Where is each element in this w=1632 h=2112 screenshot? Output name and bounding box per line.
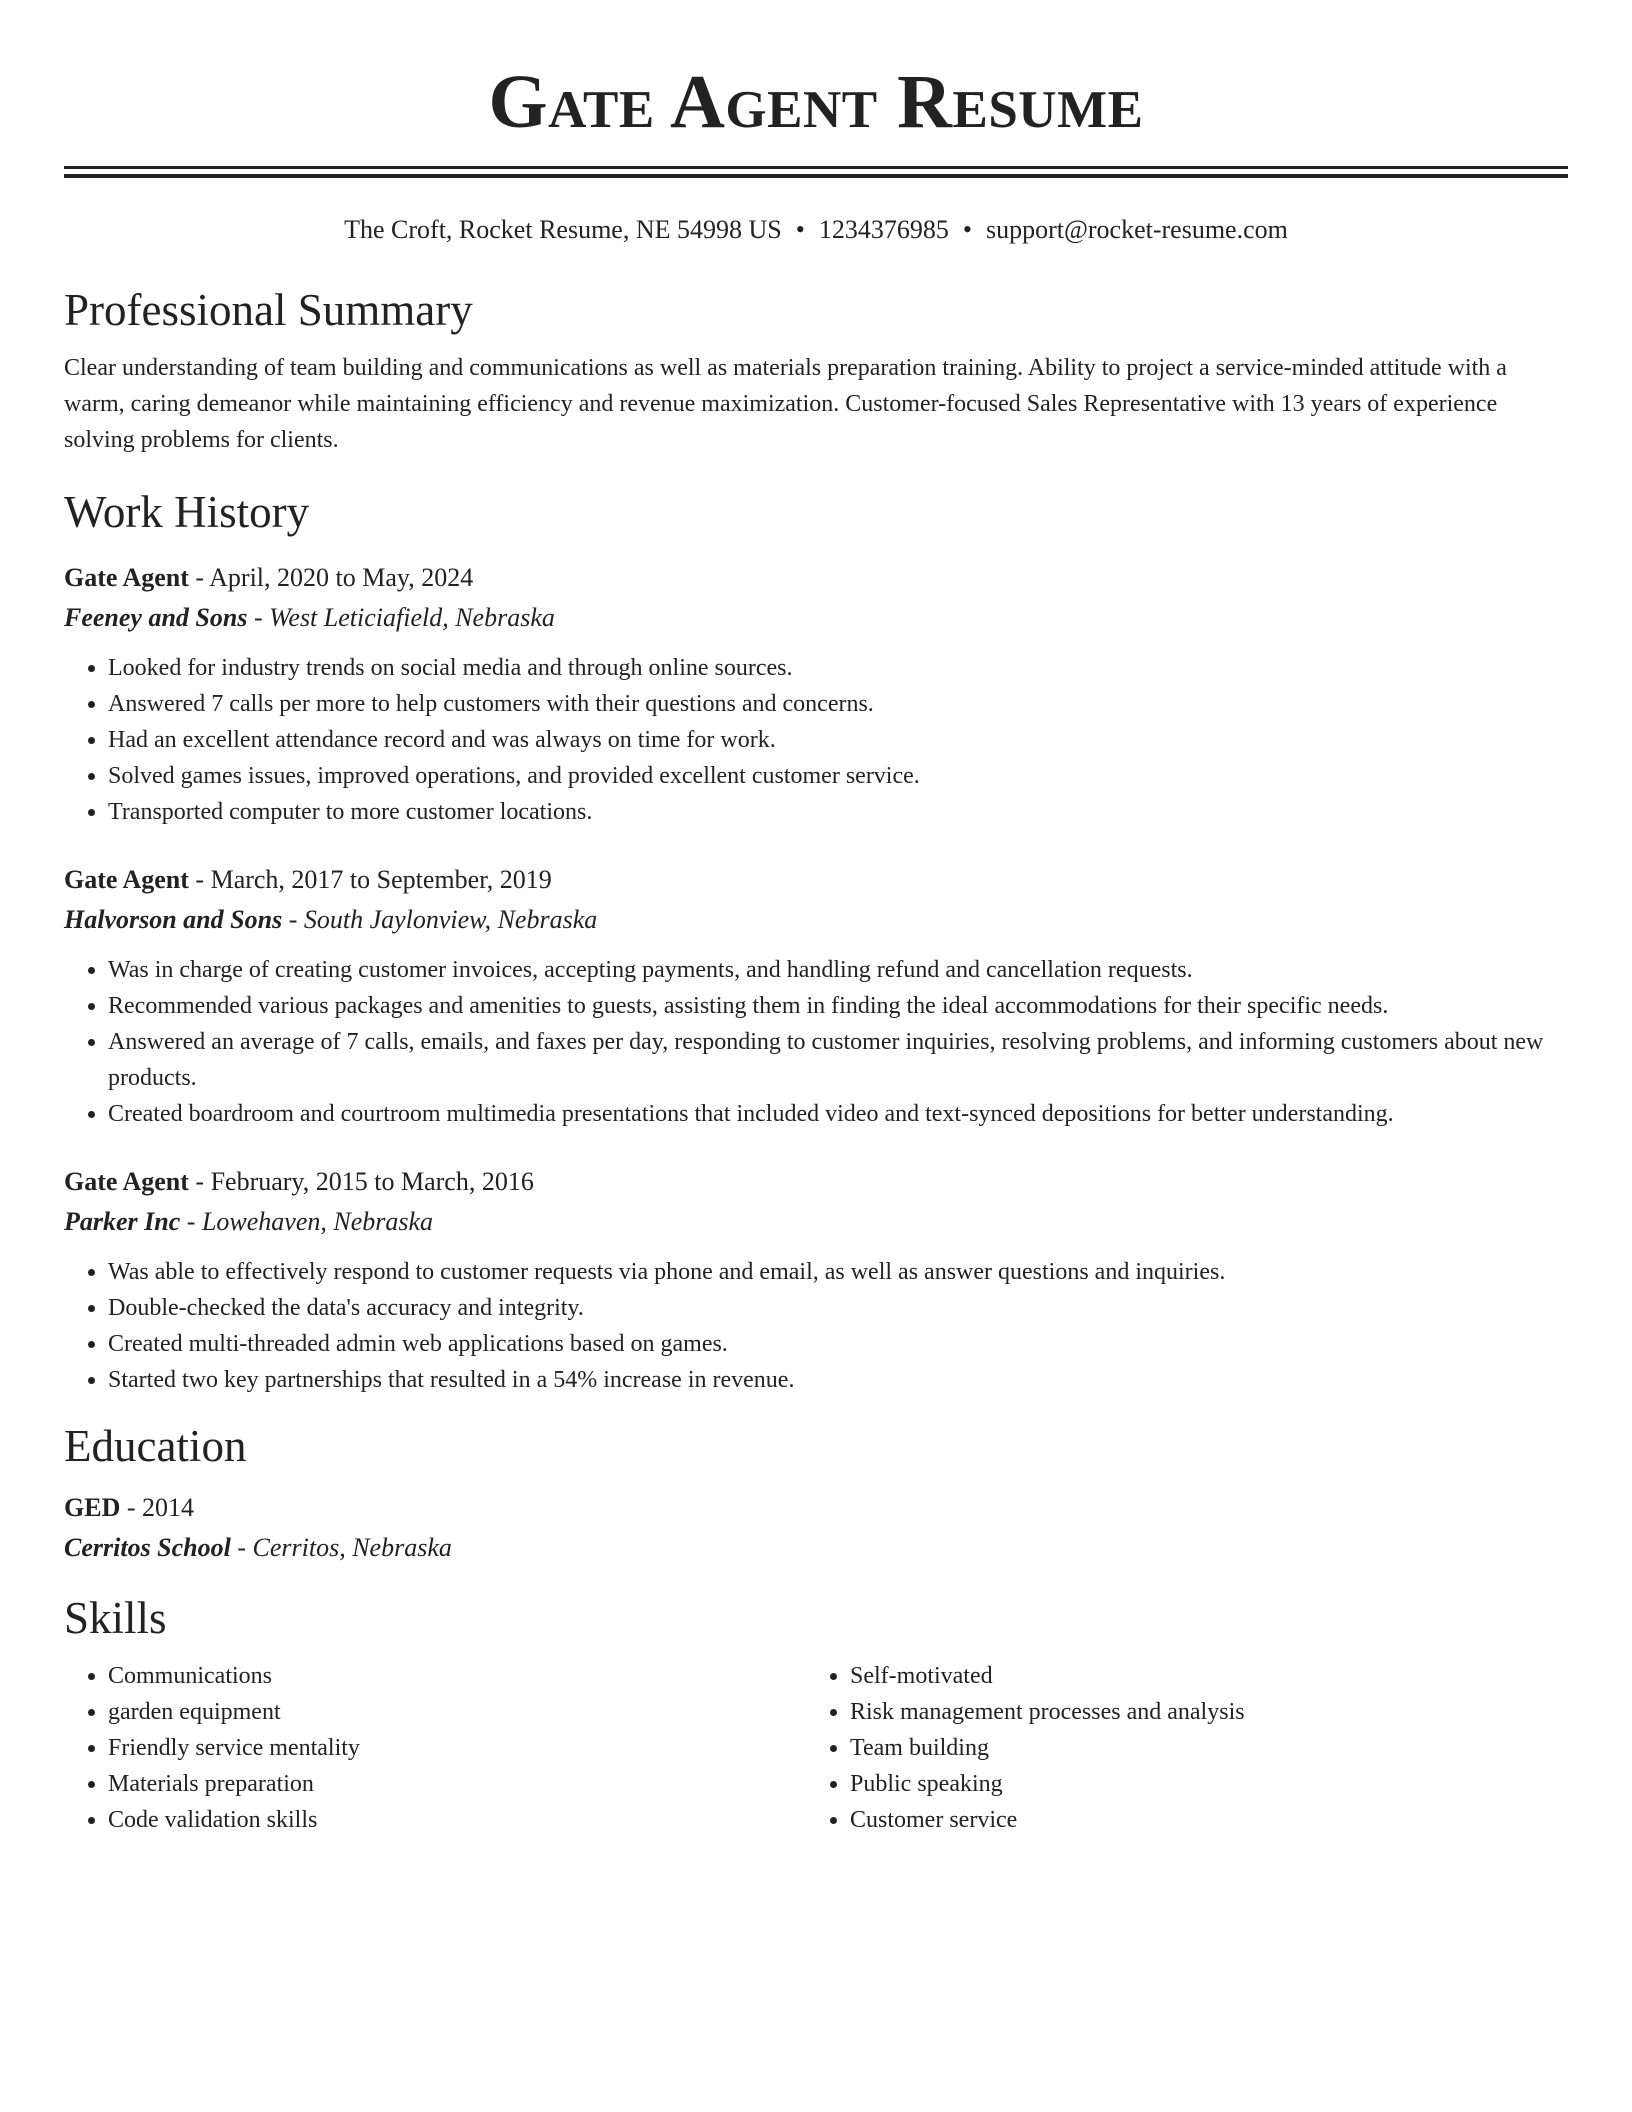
list-item: • Communications (108, 1658, 806, 1694)
job-entry (64, 1162, 1568, 1398)
job-company: Halvorson and Sons (64, 905, 283, 934)
job-company: Feeney and Sons (64, 603, 248, 632)
job-title: Gate Agent (64, 1167, 189, 1196)
list-item: • Risk management processes and analysis (850, 1694, 1245, 1730)
skills-heading: Skills (64, 1593, 167, 1643)
list-item: • Double-checked the data's accuracy and integrity. (108, 1290, 1568, 1326)
education-year: - 2014 (120, 1493, 195, 1522)
job-company-line (64, 900, 1568, 940)
job-location: - Lowehaven, Nebraska (180, 1207, 434, 1236)
education-degree: GED (64, 1493, 121, 1522)
contact-separator: • (962, 215, 972, 244)
job-duties-list (64, 1254, 1568, 1398)
list-item: • garden equipment (108, 1694, 806, 1730)
list-item: • Materials preparation (108, 1766, 806, 1802)
list-item: • Customer service (850, 1802, 1245, 1838)
list-item: • Was able to effectively respond to customer requests via phone and email, as well as answer questions and inquiries. (108, 1254, 1568, 1290)
list-item: • Started two key partnerships that resulted in a 54% increase in revenue. (108, 1362, 1568, 1398)
job-title: Gate Agent (64, 563, 189, 592)
contact-phone: 1234376985 (818, 215, 949, 244)
job-dates: - April, 2020 to May, 2024 (188, 563, 474, 592)
job-entry (64, 558, 1568, 830)
job-company-line (64, 598, 1568, 638)
summary-text: Clear understanding of team building and communications as well as materials preparation training. Ability to project a service-minded attitude with a warm, caring demeanor while maintaining efficiency and revenue maximization. Customer-focused Sales Representative with 13 years of experience solving problems for clients. (64, 355, 1507, 453)
list-item: • Public speaking (850, 1766, 1245, 1802)
skills-list-left (64, 1658, 806, 1838)
contact-email: support@rocket-resume.com (985, 215, 1288, 244)
education-heading: Education (64, 1421, 247, 1471)
list-item: • Looked for industry trends on social media and through online sources. (108, 650, 1568, 686)
list-item: • Friendly service mentality (108, 1730, 806, 1766)
education-location: - Cerritos, Nebraska (230, 1533, 452, 1562)
job-title-line (64, 860, 1568, 900)
work-history-heading: Work History (64, 487, 310, 537)
job-duties-list (64, 952, 1568, 1132)
job-title-line (64, 558, 1568, 598)
job-entry (64, 860, 1568, 1132)
list-item: • Team building (850, 1730, 1245, 1766)
summary-heading: Professional Summary (64, 285, 473, 335)
education-school-line (64, 1528, 1568, 1568)
education-degree-line (64, 1488, 1568, 1528)
title-rule-bottom (64, 174, 1568, 178)
list-item: • Had an excellent attendance record and was always on time for work. (108, 722, 1568, 758)
contact-line (64, 214, 1568, 246)
education-school: Cerritos School (64, 1533, 231, 1562)
list-item: • Was in charge of creating customer invoices, accepting payments, and handling refund and cancellation requests. (108, 952, 1568, 988)
job-location: - West Leticiafield, Nebraska (247, 603, 555, 632)
title-rule-top (64, 166, 1568, 169)
list-item: • Answered 7 calls per more to help customers with their questions and concerns. (108, 686, 1568, 722)
job-title: Gate Agent (64, 865, 189, 894)
skills-columns (64, 1658, 1568, 1838)
list-item: • Self-motivated (850, 1658, 1245, 1694)
list-item: • Solved games issues, improved operations, and provided excellent customer service. (108, 758, 1568, 794)
job-duties-list (64, 650, 1568, 830)
resume-title: Gate Agent Resume (488, 60, 1144, 144)
job-location: - South Jaylonview, Nebraska (282, 905, 598, 934)
contact-separator: • (795, 215, 805, 244)
list-item: • Code validation skills (108, 1802, 806, 1838)
list-item: • Created boardroom and courtroom multimedia presentations that included video and text-synced depositions for better understanding. (108, 1096, 1568, 1132)
job-title-line (64, 1162, 1568, 1202)
list-item: • Created multi-threaded admin web applications based on games. (108, 1326, 1568, 1362)
list-item: • Answered an average of 7 calls, emails, and faxes per day, responding to customer inquiries, resolving problems, and informing customers about new products. (108, 1024, 1568, 1096)
list-item: • Transported computer to more customer locations. (108, 794, 1568, 830)
job-dates: - March, 2017 to September, 2019 (188, 865, 552, 894)
skills-list-right (806, 1658, 1245, 1838)
job-company-line (64, 1202, 1568, 1242)
job-dates: - February, 2015 to March, 2016 (188, 1167, 534, 1196)
list-item: • Recommended various packages and amenities to guests, assisting them in finding the ideal accommodations for their specific needs. (108, 988, 1568, 1024)
job-company: Parker Inc (64, 1207, 181, 1236)
contact-address: The Croft, Rocket Resume, NE 54998 US (344, 215, 782, 244)
